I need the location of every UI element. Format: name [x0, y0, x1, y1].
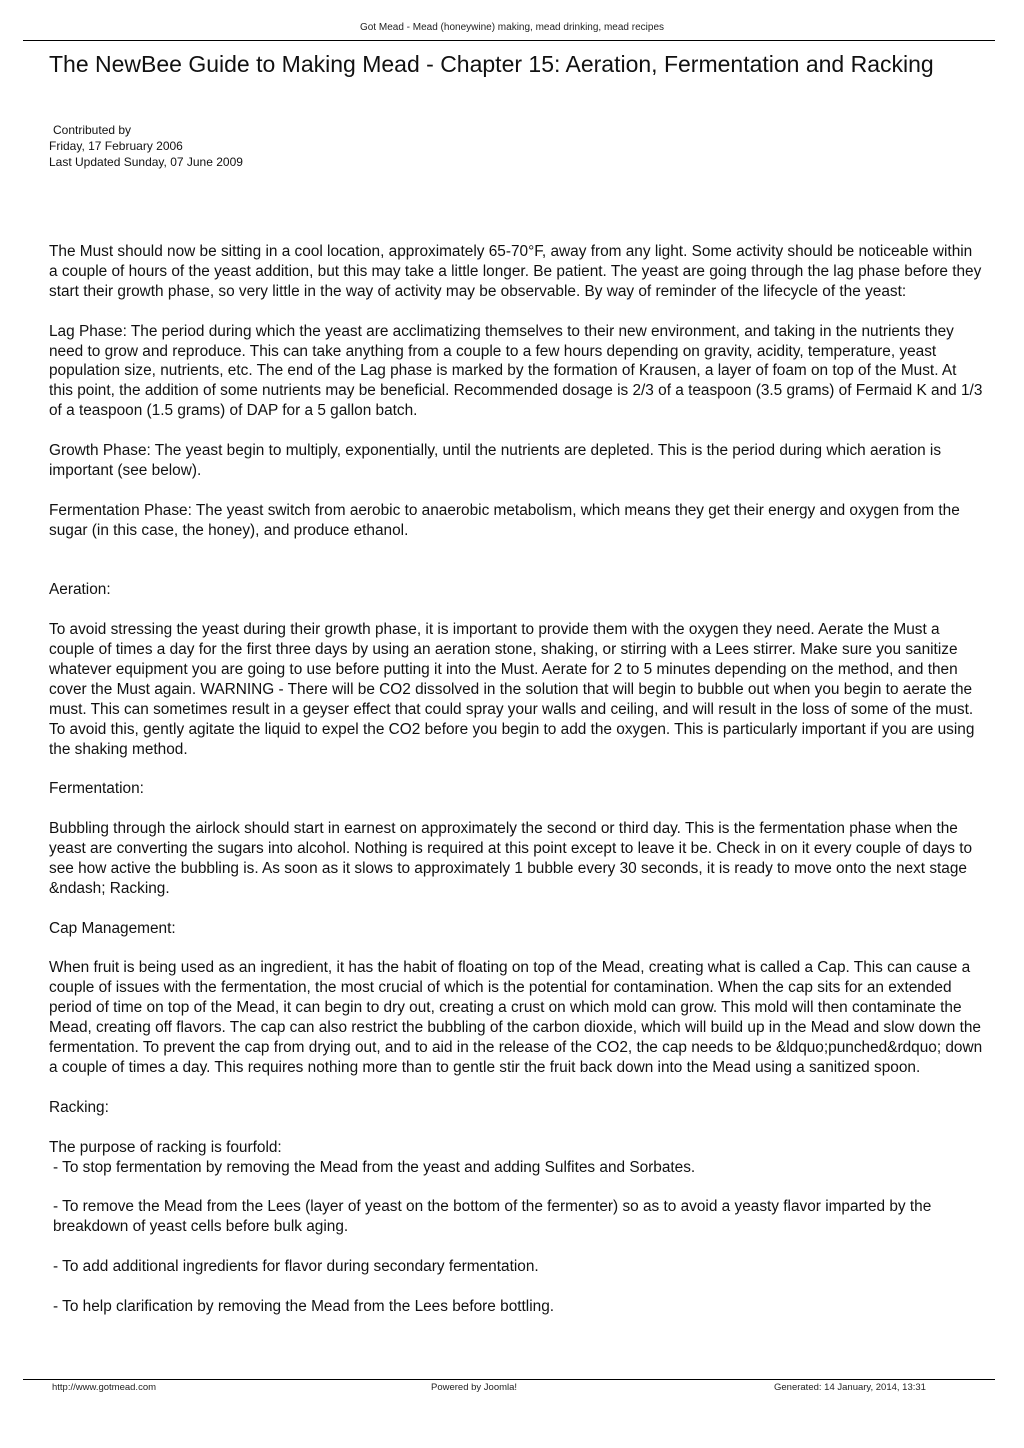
footer-generated: Generated: 14 January, 2014, 13:31	[774, 1382, 926, 1393]
header-divider	[23, 40, 995, 41]
lag-phase-paragraph: Lag Phase: The period during which the yeast are acclimatizing themselves to their new environment, and taking in the nutrients they need to grow and reproduce. This can take anything from a couple to a few hours depending on gravity, acidity, temperature, yeast population size, nutrients, etc. The end of the Lag phase is marked by the formation of Krausen, a layer of foam on top of the Must. At this point, the addition of some nutrients may be beneficial. Recommended dosage is 2/3 of a teaspoon (3.5 grams) of Fermaid K and 1/3 of a teaspoon (1.5 grams) of DAP for a 5 gallon batch.	[49, 322, 983, 420]
racking-item: - To help clarification by removing the Mead from the Lees before bottling.	[53, 1297, 555, 1315]
article-date: Friday, 17 February 2006	[49, 139, 183, 153]
fermentation-paragraph: Bubbling through the airlock should start in earnest on approximately the second or third day. This is the fermentation phase when the yeast are converting the sugars into alcohol. Nothing is required at this point except to leave it be. Check in on it every couple of days to see how active the bubbling is. As soon as it slows to approximately 1 bubble every 30 seconds, it is ready to move onto the next stage &ndash; Racking.	[49, 820, 973, 897]
footer-url: http://www.gotmead.com	[52, 1382, 157, 1393]
article-title: The NewBee Guide to Making Mead - Chapter 15: Aeration, Fermentation and Racking	[49, 51, 934, 77]
site-header: Got Mead - Mead (honeywine) making, mead drinking, mead recipes	[359, 22, 665, 33]
racking-intro: The purpose of racking is fourfold:	[49, 1138, 282, 1156]
footer-powered-by: Powered by Joomla!	[431, 1382, 518, 1393]
fermentation-phase-paragraph: Fermentation Phase: The yeast switch from aerobic to anaerobic metabolism, which means they get their energy and oxygen from the sugar (in this case, the honey), and produce ethanol.	[49, 501, 960, 539]
cap-management-paragraph: When fruit is being used as an ingredient, it has the habit of floating on top of the Mead, creating what is called a Cap. This can cause a couple of issues with the fermentation, the most crucial of which is the potential for contamination. When the cap sits for an extended period of time on top of the Mead, it can begin to dry out, creating a crust on which mold can grow. This mold will then contaminate the Mead, creating off flavors. The cap can also restrict the bubbling of the carbon dioxide, which will build up in the Mead and slow down the fermentation. To prevent the cap from drying out, and to aid in the release of the CO2, the cap needs to be &ldquo;punched&rdquo; down a couple of times a day. This requires nothing more than to gentle stir the fruit back down into the Mead using a sanitized spoon.	[49, 959, 983, 1077]
racking-item: - To remove the Mead from the Lees (layer of yeast on the bottom of the fermenter) so as to avoid a yeasty flavor imparted by the breakdown of yeast cells before bulk aging.	[53, 1198, 932, 1236]
contributed-by: Contributed by	[53, 123, 132, 137]
aeration-heading: Aeration:	[49, 581, 111, 599]
racking-item: - To stop fermentation by removing the Mead from the yeast and adding Sulfites and Sorbates.	[53, 1158, 696, 1176]
racking-heading: Racking:	[49, 1098, 109, 1116]
footer-divider	[23, 1379, 995, 1380]
intro-paragraph: The Must should now be sitting in a cool location, approximately 65-70°F, away from any light. Some activity should be noticeable within a couple of hours of the yeast addition, but this may take a little longer. Be patient. The yeast are going through the lag phase before they start their growth phase, so very little in the way of activity may be observable. By way of reminder of the lifecycle of the yeast:	[49, 243, 982, 300]
cap-management-heading: Cap Management:	[49, 919, 176, 937]
last-updated: Last Updated Sunday, 07 June 2009	[49, 155, 243, 169]
aeration-paragraph: To avoid stressing the yeast during their growth phase, it is important to provide them with the oxygen they need. Aerate the Must a couple of times a day for the first three days by using an aeration stone, shaking, or stirring with a Lees stirrer. Make sure you sanitize whatever equipment you are going to use before putting it into the Must. Aerate for 2 to 5 minutes depending on the method, and then cover the Must again. WARNING - There will be CO2 dissolved in the solution that will begin to bubble out when you begin to aerate the must. This can sometimes result in a geyser effect that could spray your walls and ceiling, and will result in the loss of some of the must. To avoid this, gently agitate the liquid to expel the CO2 before you begin to add the oxygen. This is particularly important if you are using the shaking method.	[49, 621, 975, 758]
article-body	[49, 242, 984, 1317]
racking-item: - To add additional ingredients for flavor during secondary fermentation.	[53, 1258, 539, 1276]
fermentation-heading: Fermentation:	[49, 780, 144, 798]
article-meta	[49, 122, 243, 170]
growth-phase-paragraph: Growth Phase: The yeast begin to multiply, exponentially, until the nutrients are depleted. This is the period during which aeration is important (see below).	[49, 442, 942, 479]
